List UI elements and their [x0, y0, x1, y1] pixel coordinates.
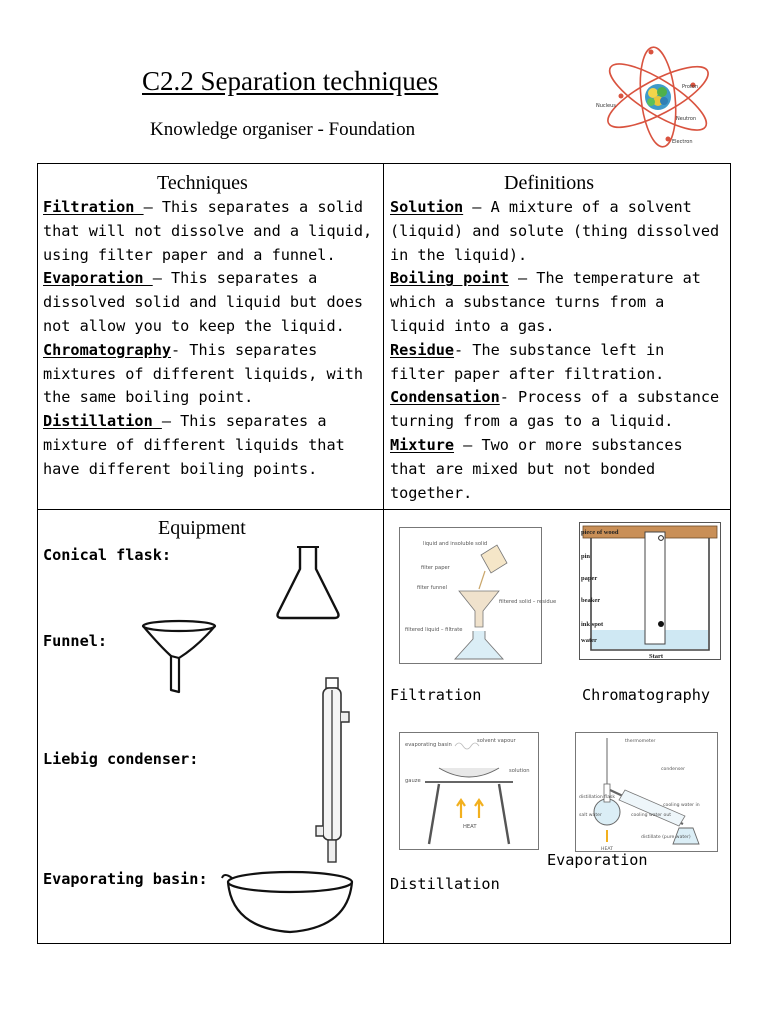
liebig-condenser-icon — [316, 676, 356, 866]
term-residue: Residue — [390, 340, 455, 359]
equipment-label-conical-flask: Conical flask: — [43, 546, 172, 564]
term-filtration: Filtration — [43, 198, 144, 216]
distillation-label: HEAT — [601, 847, 613, 852]
chromatography-label: Start — [649, 653, 664, 660]
evaporation-label: solution — [509, 768, 530, 774]
atom-label-proton: Proton — [682, 84, 699, 90]
term-solution: Solution — [390, 198, 464, 216]
caption-chromatography: Chromatography — [582, 686, 711, 704]
chromatography-label: paper — [581, 575, 598, 582]
chromatography-label: beaker — [581, 597, 601, 604]
distillation-label: distillation flask — [579, 795, 616, 800]
technique-description: - This separates mixtures of different liquids, with the same boiling point. — [43, 340, 364, 407]
term-boiling-point: Boiling point — [390, 269, 509, 288]
funnel-icon — [140, 620, 220, 696]
atom-illustration — [596, 44, 724, 150]
evaporation-label: HEAT — [463, 824, 477, 830]
atom-label-neutron: Neutron — [676, 116, 697, 122]
distillation-label: cooling water out — [631, 813, 672, 818]
evaporation-label: gauze — [405, 778, 421, 784]
technique-description: – This separates a dissolved solid and liquid but does not allow you to keep the liquid. — [43, 269, 364, 335]
filtration-diagram — [399, 527, 557, 664]
distillation-label: condenser — [661, 767, 686, 772]
distillation-diagram — [575, 732, 718, 852]
definitions-heading: Definitions — [504, 172, 594, 194]
chromatography-label: ink spot — [581, 621, 604, 628]
filtration-label: filter paper — [421, 565, 450, 571]
equipment-label-liebig-condenser: Liebig condenser: — [43, 750, 199, 768]
filtration-label: filtered solid – residue — [499, 599, 557, 605]
technique-description: – This separates a solid that will not dissolve and a liquid, using filter paper and a funnel. — [43, 198, 373, 264]
equipment-label-funnel: Funnel: — [43, 632, 108, 650]
evaporating-basin-icon — [218, 866, 358, 938]
atom-label-electron: Electron — [672, 139, 693, 145]
techniques-list — [43, 196, 381, 482]
page-title: C2.2 Separation techniques — [142, 66, 439, 96]
definition-text: – Two or more substances that are mixed but not bonded together. — [390, 435, 683, 502]
distillation-label: thermometer — [625, 739, 656, 744]
evaporation-label: solvent vapour — [477, 738, 516, 744]
filtration-label: filtered liquid – filtrate — [405, 627, 463, 633]
conical-flask-icon — [270, 543, 346, 621]
evaporation-label: evaporating basin — [405, 742, 452, 748]
chromatography-label: pin — [581, 553, 591, 560]
technique-description: – This separates a mixture of different liquids that have different boiling points. — [43, 412, 345, 478]
chromatography-label: piece of wood — [581, 529, 619, 536]
atom-label-nucleus: Nucleus — [596, 103, 616, 109]
definition-text: – A mixture of a solvent (liquid) and solute (thing dissolved in the liquid). — [390, 198, 720, 264]
equipment-label-evaporating-basin: Evaporating basin: — [43, 870, 208, 888]
definition-text: – The temperature at which a substance turns from a liquid into a gas. — [390, 269, 701, 335]
definition-text: - The substance left in filter paper after filtration. — [390, 340, 665, 383]
definitions-list — [390, 196, 728, 505]
chromatography-label: water — [581, 637, 597, 644]
techniques-heading: Techniques — [157, 172, 248, 194]
table-row-divider — [37, 509, 731, 510]
distillation-label: salt water — [579, 813, 602, 818]
caption-filtration: Filtration — [390, 686, 482, 704]
term-distillation: Distillation — [43, 412, 162, 431]
filtration-label: liquid and insoluble solid — [423, 541, 488, 547]
term-mixture: Mixture — [390, 435, 455, 454]
distillation-label: distillate (pure water) — [641, 835, 691, 840]
page-subtitle: Knowledge organiser - Foundation — [150, 119, 416, 140]
term-chromatography: Chromatography — [43, 340, 172, 359]
filtration-label: filter funnel — [417, 585, 448, 591]
distillation-label: cooling water in — [663, 803, 700, 808]
caption-distillation: Distillation — [390, 875, 500, 893]
table-column-divider — [383, 163, 384, 944]
definition-text: - Process of a substance turning from a gas to a liquid. — [390, 388, 720, 431]
equipment-heading: Equipment — [158, 517, 246, 539]
term-condensation: Condensation — [390, 388, 500, 407]
caption-evaporation: Evaporation — [547, 851, 648, 869]
term-evaporation: Evaporation — [43, 269, 153, 288]
chromatography-diagram — [579, 522, 721, 660]
evaporation-diagram — [399, 732, 539, 850]
